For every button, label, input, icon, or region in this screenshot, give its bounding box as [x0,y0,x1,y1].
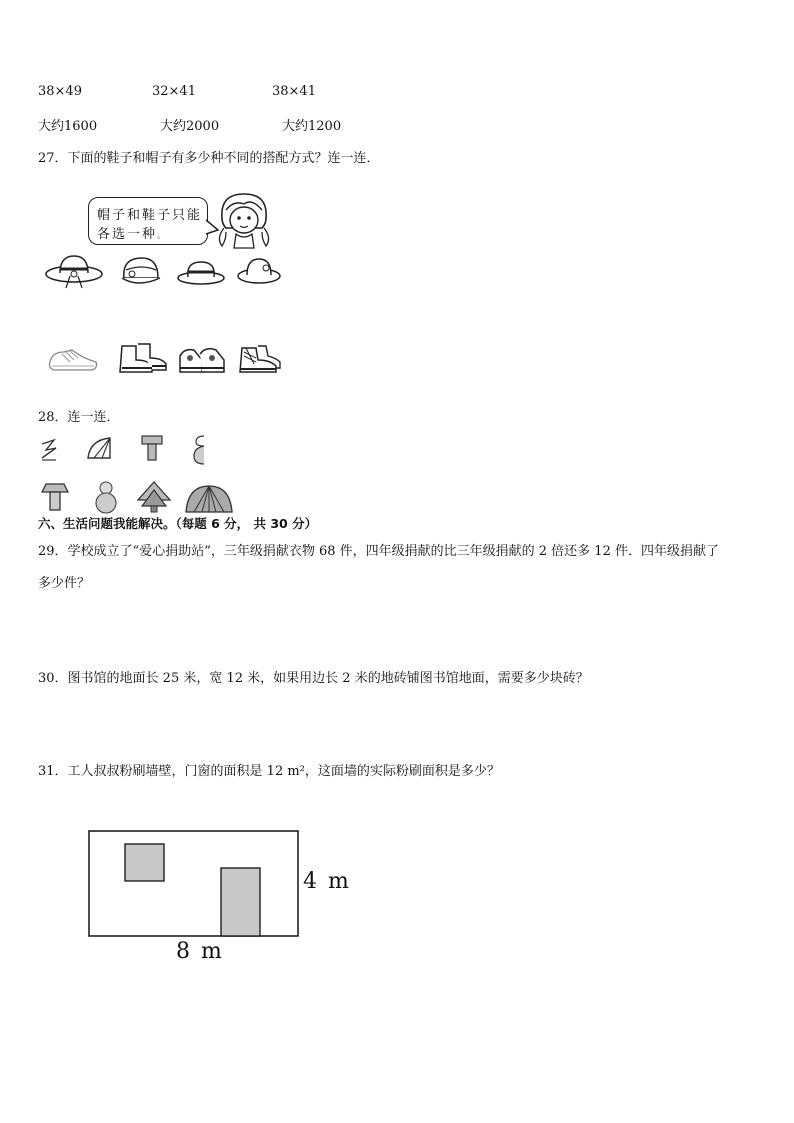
bubble-line-1: 帽子和鞋子只能 [97,208,203,223]
q30-text: 30．图书馆的地面长 25 米，宽 12 米，如果用边长 2 米的地砖铺图书馆地面，需要多少块砖？ [38,671,589,686]
q27-text: 27．下面的鞋子和帽子有多少种不同的搭配方式？连一连． [38,151,380,166]
girl-icon [212,188,276,252]
sneaker-icon [236,342,282,376]
estimate-expr-3: 38×41 [272,84,316,99]
door-rect [221,868,260,936]
bubble-line-2-text: 各选一种 [97,227,158,242]
wall-rect [89,831,298,936]
height-label: 4 m [303,869,351,894]
tree-icon [136,480,172,514]
hat-icon [44,252,104,290]
window-rect [125,844,164,881]
hat-icon [176,258,226,288]
sneaker-icon [46,344,100,374]
estimate-answer-2: 大约2000 [160,119,220,134]
hat-icon [236,254,282,288]
speech-bubble [88,197,208,245]
estimate-expr-2: 32×41 [152,84,196,99]
q31-text: 31．工人叔叔粉刷墙壁，门窗的面积是 12 m²，这面墙的实际粉刷面积是多少？ [38,764,500,779]
snowman-half-icon [194,434,210,464]
snowman-icon [94,480,118,514]
boot-icon [176,342,228,376]
section-6-title: 六、生活问题我能解决。（每题 6 分， 共 30 分） [38,516,318,531]
width-label: 8 m [176,939,224,964]
umbrella-half-icon [38,436,62,462]
q28-text: 28．连一连． [38,410,120,425]
bubble-line-2-tail: 。 [157,231,168,240]
q29-line-1: 29．学校成立了“爱心捐助站”，三年级捐献衣物 68 件，四年级捐献的比三年级捐献的 2 倍还多 12 件．四年级捐献了 [38,544,719,559]
lamp-icon [40,480,70,512]
umbrella-half-icon [86,434,114,462]
q29-line-2: 多少件？ [38,576,91,591]
wall-diagram [88,830,300,938]
umbrella-icon [184,484,234,514]
boot-icon [116,340,168,376]
cap-icon [118,254,162,290]
bubble-line-2 [97,223,167,242]
estimate-answer-1: 大约1600 [38,119,98,134]
estimate-expr-1: 38×49 [38,84,82,99]
lamp-half-icon [140,434,164,462]
estimate-answer-3: 大约1200 [282,119,342,134]
